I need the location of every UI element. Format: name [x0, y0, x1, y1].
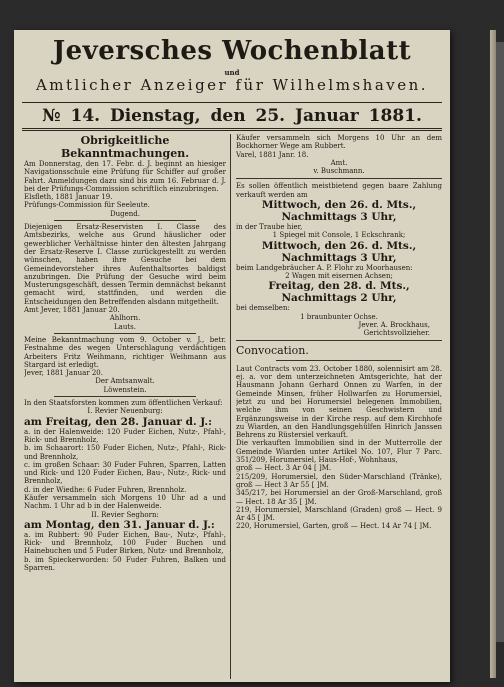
text-paragraph: Meine Bekanntmachung vom 9. October v. J., betr. Festnahme des wegen Unterschlagung verdächtigen Arbeiters Fritz Weihmann, richtiger Weihmann aus Stargard ist erledigt.: [24, 335, 226, 369]
masthead-title: Jeversches Wochenblatt: [52, 36, 412, 66]
text-paragraph: 219, Horumersiel, Marschland (Graden) groß — Hect. 9 Ar 45 [ ]M.: [236, 505, 442, 523]
text-paragraph: Lauts.: [114, 322, 136, 331]
masthead-subtitle: Amtlicher Anzeiger für Wilhelmshaven.: [35, 76, 429, 94]
text-paragraph: Käufer versammeln sich Morgens 10 Uhr ad a und Nachm. 1 Uhr ad b in der Halenweide.: [24, 493, 226, 511]
auction-date-line: Freitag, den 28. d. Mts., Nachmittags 2 Uhr,: [268, 280, 410, 305]
text-paragraph: d. in der Wiedhe: 6 Fuder Fuhren, Brennholz.: [24, 485, 187, 494]
text-paragraph: 215/209, Horumersiel, den Süder-Marschland (Tränke), groß — Hect 3 Ar 55 [ ]M.: [236, 472, 442, 489]
text-paragraph: b. im Spieckerworden: 50 Fuder Fuhren, Balken und Sparren.: [24, 555, 226, 573]
separator: [54, 333, 196, 334]
text-paragraph: groß — Hect. 3 Ar 04 [ ]M.: [236, 464, 332, 473]
rule-top: [22, 102, 442, 103]
text-paragraph: Der Amtsanwalt.: [95, 377, 155, 386]
section-heading: Convocation.: [236, 344, 309, 358]
text-paragraph: II. Revier Seghorn:: [91, 510, 159, 519]
text-paragraph: b. im Schaarort: 150 Fuder Eichen, Nutz-, Pfahl-, Rick- und Brennholz,: [24, 444, 226, 461]
rule-mid: [22, 128, 442, 129]
text-paragraph: Käufer versammeln sich Morgens 10 Uhr an dem Bockhorner Wege am Rubbert.: [236, 134, 442, 151]
text-paragraph: Es sollen öffentlich meistbietend gegen baare Zahlung verkauft werden am: [236, 182, 442, 199]
separator: [54, 220, 196, 221]
text-paragraph: in der Traube hier,: [236, 223, 303, 232]
text-paragraph: 1 braunbunter Ochse.: [300, 312, 378, 321]
text-paragraph: Varel, 1881 Janr. 18.: [236, 150, 309, 159]
text-paragraph: Gerichtsvollzieher.: [363, 329, 430, 338]
page-edge: [490, 30, 496, 678]
text-paragraph: In den Staatsforsten kommen zum öffentlichen Verkauf:: [24, 399, 223, 408]
text-paragraph: v. Buschmann.: [313, 167, 365, 176]
text-paragraph: c. im großen Schaar: 30 Fuder Fuhren, Sparren, Latten und Rick- und 120 Fuder Eichen, Bau-, Nutz-, Rick- und Brennholz,: [24, 460, 226, 486]
auction-date-line: Mittwoch, den 26. d. Mts., Nachmittags 3 Uhr,: [261, 199, 417, 224]
text-paragraph: a. in der Halenweide: 120 Fuder Eichen, Nutz-, Pfahl-, Rick- und Brennholz,: [24, 427, 226, 444]
text-paragraph: Laut Contracts vom 23. October 1880, solennisirt am 28. ej. a. vor dem unterzeichneten Amtsgerichte, hat der Hausmann Johann Gerhard Onnen zu Warfen, in der Gemeinde Minsen, früher Hollwarfen zu Horumersiel, jetzt zu und bei Horumersiel belegenen Immobilien, welche ihm von seinen Geschwistern und Ergänzungsweise in der Kirche resp. auf dem Kirchhofe zu Wiarden, an den Handlungsgehülfen Hinrich Janssen Behrens zu Rüstersiel verkauft.: [236, 364, 442, 440]
text-paragraph: 2 Wagen mit eisernen Achsen;: [285, 271, 393, 280]
column-divider: [230, 134, 231, 679]
text-paragraph: Amt.: [330, 158, 348, 167]
newspaper-page: [14, 30, 450, 682]
text-paragraph: Löwenstein.: [103, 385, 147, 394]
separator: [236, 340, 442, 341]
text-paragraph: Amt Jever, 1881 Januar 20.: [24, 306, 120, 315]
text-paragraph: Ahlhorn.: [109, 314, 141, 323]
text-paragraph: Elsfleth, 1881 Januar 19.: [24, 193, 113, 202]
text-paragraph: Dugend.: [110, 209, 140, 218]
text-paragraph: 1 Spiegel mit Console, 1 Eckschrank;: [272, 231, 406, 240]
text-paragraph: bei demselben:: [236, 304, 290, 313]
masthead-und: und: [224, 68, 240, 77]
issue-dateline: № 14. Dienstag, den 25. Januar 1881.: [42, 106, 422, 126]
right-column: [236, 134, 442, 679]
text-paragraph: a. im Rubbert: 90 Fuder Eichen, Bau-, Nutz-, Pfahl-, Rick- und Brennholz, 100 Fuder Buchen und Hainebuchen und 5 Fuder Birken, Nutz- und Brennholz,: [24, 530, 226, 556]
text-paragraph: Jever. A. Brockhaus,: [358, 320, 430, 329]
text-paragraph: 220, Horumersiel, Garten, groß — Hect. 14 Ar 74 [ ]M.: [236, 522, 432, 531]
separator: [276, 360, 402, 361]
separator: [236, 178, 442, 179]
text-paragraph: Die verkauften Immobilien sind in der Mutterrolle der Gemeinde Wiarden unter Artikel No. 107, Flur 7 Parc. 351/209, Horumersiel, Haus-Hof-, Wohnhaus,: [236, 439, 442, 465]
auction-date-line: Mittwoch, den 26. d. Mts., Nachmittags 3 Uhr,: [261, 239, 417, 264]
left-column: [24, 134, 226, 679]
auction-date-line: am Freitag, den 28. Januar d. J.:: [24, 415, 212, 428]
separator: [54, 396, 196, 397]
book-spine-shadow: [496, 42, 504, 642]
text-paragraph: Jever, 1881 Januar 20.: [24, 369, 103, 378]
text-paragraph: Prüfungs-Commission für Seeleute.: [24, 201, 150, 210]
auction-date-line: am Montag, den 31. Januar d. J.:: [24, 518, 215, 531]
text-paragraph: beim Landgebräucher A. P. Flohr zu Moorhausen:: [236, 263, 413, 272]
text-paragraph: Diejenigen Ersatz-Reservisten I. Classe des Amtsbezirks, welche aus Grund häuslicher oder gewerblicher Verhältnisse hinter den ältesten Jahrgang der Ersatz-Reserve I. Classe zurückgestellt zu werden wünschen, haben ihre Gesuche bei dem Gemeindevorsteher ihres Aufenthaltsortes baldigst anzubringen. Die Prüfung der Gesuche wird beim Musterungsgeschäft, dessen Termin demnächst bekannt gemacht wird, stattfinden, und werden die Entscheidungen den Betreffenden alsdann mitgetheilt.: [24, 223, 226, 306]
text-paragraph: I. Revier Neuenburg:: [87, 407, 163, 416]
text-paragraph: 345/217, bei Horumersiel an der Groß-Marschland, groß — Hect. 18 Ar 35 [ ]M.: [236, 489, 442, 506]
section-heading: Obrigkeitliche Bekanntmachungen.: [60, 134, 190, 160]
text-paragraph: Am Donnerstag, den 17. Febr. d. J. beginnt an hiesiger Navigationsschule eine Prüfung für Schiffer auf großer Fahrt. Anmeldungen dazu sind bis zum 16. Februar d. J. bei der Prüfungs-Commission schriftlich einzubringen.: [24, 160, 226, 193]
rule-mid2: [22, 130, 442, 131]
